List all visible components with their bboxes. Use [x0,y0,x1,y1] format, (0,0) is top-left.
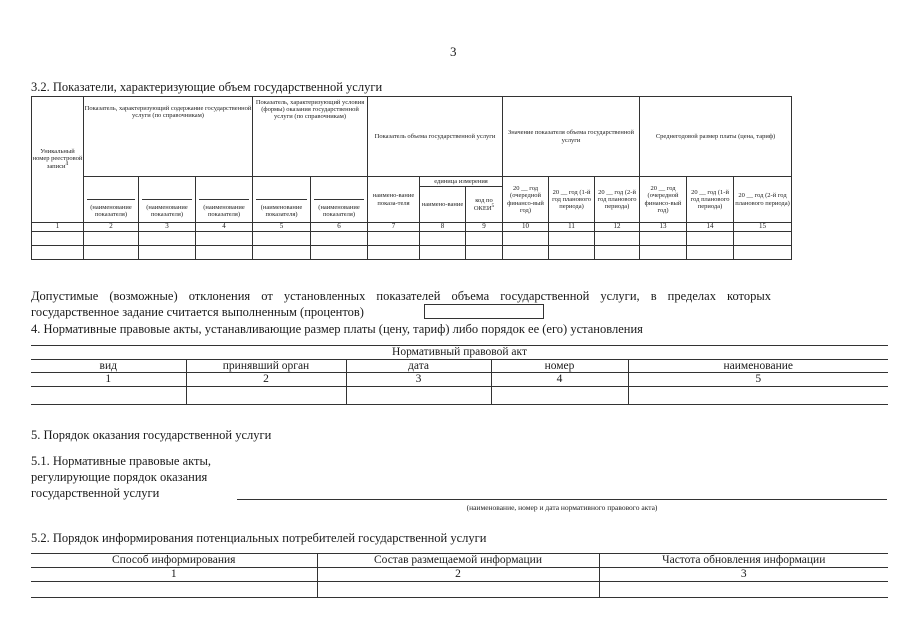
num-1: 1 [31,373,186,387]
col-num-5: 5 [253,223,311,232]
info-num-1: 1 [31,568,317,582]
section-4-title: 4. Нормативные правовые акты, устанавливающие размер платы (цену, тариф) либо порядок ее (его) установления [31,322,643,336]
col-num-2: 2 [84,223,139,232]
col-num-3: 3 [139,223,196,232]
fee-year-plan1-header: 20 __ год (1-й год планового периода) [687,177,734,223]
legal-act-caption: (наименование, номер и дата нормативного правового акта) [466,503,658,512]
num-4: 4 [491,373,628,387]
col-num-9: 9 [466,223,503,232]
num-5: 5 [628,373,888,387]
unique-number-header: Уникальный номер реестровой записи$^4$ [32,97,84,223]
table-row [32,246,792,260]
column-numbers-row [32,223,792,232]
deviation-text-line1: Допустимые (возможные) отклонения от установленных показателей объема государственной услуги, в пределах которых [31,289,771,303]
content-sub-1: (наименование показателя) [84,177,139,223]
year-current-header: 20 __ год (очередной финансо-вый год) [503,177,549,223]
page-number: 3 [450,44,457,59]
num-3: 3 [346,373,491,387]
content-indicator-header: Показатель, характеризующий содержание государственной услуги (по справочникам) [84,97,253,177]
col-info-content: Состав размещаемой информации [317,554,599,568]
col-authority: принявший орган [186,359,346,373]
volume-value-header: Значение показателя объема государственной услуги [503,97,640,177]
col-num-1: 1 [32,223,84,232]
conditions-sub-1: (наименование показателя) [253,177,311,223]
content-sub-2: (наименование показателя) [139,177,196,223]
col-num-4: 4 [196,223,253,232]
conditions-indicator-header: Показатель, характеризующий условия (формы) оказания государственной услуги (по справочникам) [253,97,368,177]
col-name: наименование [628,359,888,373]
legal-acts-table [31,345,888,405]
col-type: вид [31,359,186,373]
information-table [31,553,888,598]
col-info-method: Способ информирования [31,554,317,568]
table-row [31,582,888,598]
legal-act-header: Нормативный правовой акт [31,346,888,360]
info-num-3: 3 [599,568,888,582]
deviation-text-line2: государственное задание считается выполненным (процентов) [31,305,364,319]
legal-act-underline [237,499,887,500]
section-5-1-line2: регулирующие порядок оказания [31,470,208,484]
section-5-title: 5. Порядок оказания государственной услуги [31,428,272,442]
volume-indicator-header: Показатель объема государственной услуги [368,97,503,177]
table-row [31,386,888,404]
col-info-frequency: Частота обновления информации [599,554,888,568]
col-num-11: 11 [549,223,595,232]
col-num-14: 14 [687,223,734,232]
col-num-8: 8 [420,223,466,232]
section-5-1-line3: государственной услуги [31,486,160,500]
num-2: 2 [186,373,346,387]
unit-measure-header: единица измерения наимено-вание код по ОКЕИ$^5$ [420,177,503,223]
indicator-name-header: наимено-вание показа-теля [368,177,420,223]
conditions-sub-2: (наименование показателя) [311,177,368,223]
col-num-15: 15 [734,223,792,232]
info-num-2: 2 [317,568,599,582]
col-num-13: 13 [640,223,687,232]
year-plan1-header: 20 __ год (1-й год планового периода) [549,177,595,223]
content-sub-3: (наименование показателя) [196,177,253,223]
fee-year-current-header: 20 __ год (очередной финансо-вый год) [640,177,687,223]
col-num-7: 7 [368,223,420,232]
section-5-1-line1: 5.1. Нормативные правовые акты, [31,454,212,468]
table-row [32,232,792,246]
col-num-12: 12 [595,223,640,232]
col-num-10: 10 [503,223,549,232]
col-number: номер [491,359,628,373]
section-3-2-title: 3.2. Показатели, характеризующие объем государственной услуги [31,80,383,94]
year-plan2-header: 20 __ год (2-й год планового периода) [595,177,640,223]
col-num-6: 6 [311,223,368,232]
deviation-percent-field[interactable] [424,304,544,319]
section-5-2-title: 5.2. Порядок информирования потенциальных потребителей государственной услуги [31,531,487,545]
fee-year-plan2-header: 20 __ год (2-й год планового периода) [734,177,792,223]
volume-indicators-table [31,96,792,260]
fee-header: Среднегодовой размер платы (цена, тариф) [640,97,792,177]
col-date: дата [346,359,491,373]
